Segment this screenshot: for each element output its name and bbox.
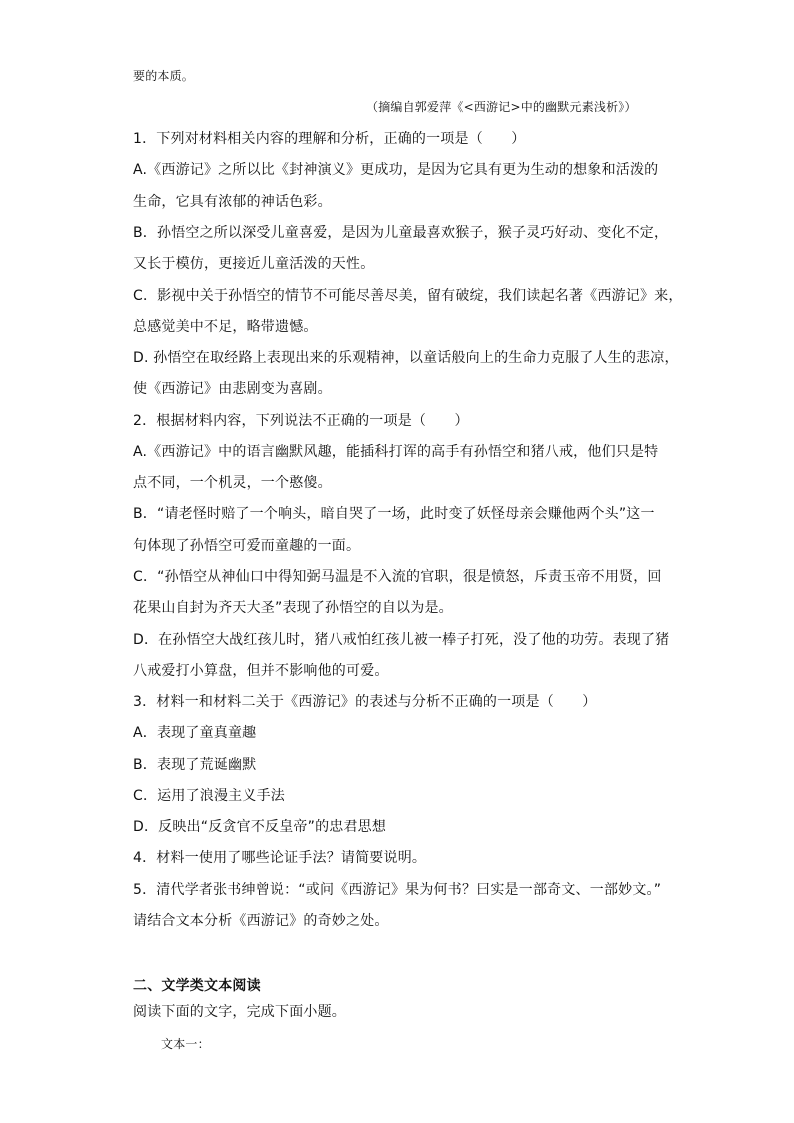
- intro-tail-line: 要的本质。: [133, 69, 195, 83]
- question-1-option-c: C．影视中关于孙悟空的情节不可能尽善尽美，留有破绽，我们读起名著《西游记》来，: [133, 288, 683, 304]
- question-2-option-b-cont: 句体现了孙悟空可爱而童趣的一面。: [133, 538, 361, 554]
- question-1-option-c-cont: 总感觉美中不足，略带遗憾。: [133, 319, 318, 335]
- question-3-stem: 3．材料一和材料二关于《西游记》的表述与分析不正确的一项是（ ）: [133, 694, 597, 710]
- question-1-option-d-cont: 使《西游记》由悲剧变为喜剧。: [133, 381, 332, 397]
- question-5: 5．清代学者张书绅曾说：“或问《西游记》果为何书？曰实是一部奇文、一部妙文。”: [133, 882, 662, 898]
- question-2-option-a-cont: 点不同，一个机灵，一个憨傻。: [133, 475, 332, 491]
- question-1-option-b: B．孙悟空之所以深受儿童喜爱，是因为儿童最喜欢猴子，猴子灵巧好动、变化不定，: [133, 225, 669, 241]
- question-1-option-d: D. 孙悟空在取经路上表现出来的乐观精神，以童话般向上的生命力克服了人生的悲凉，: [133, 350, 679, 366]
- section-2-instruction: 阅读下面的文字，完成下面小题。: [133, 1004, 346, 1020]
- section-2-heading: 二、文学类文本阅读: [133, 978, 261, 994]
- question-2-option-a: A.《西游记》中的语言幽默风趣，能插科打诨的高手有孙悟空和猪八戒，他们只是特: [133, 444, 659, 460]
- question-2-option-c-cont: 花果山自封为齐天大圣”表现了孙悟空的自以为是。: [133, 600, 453, 616]
- question-2-option-d: D．在孙悟空大战红孩儿时，猪八戒怕红孩儿被一棒子打死，没了他的功劳。表现了猪: [133, 632, 670, 648]
- question-3-option-a: A．表现了童真童趣: [133, 725, 257, 741]
- question-1-option-b-cont: 又长于模仿，更接近儿童活泼的天性。: [133, 256, 375, 272]
- question-3-option-b: B．表现了荒诞幽默: [133, 757, 257, 773]
- question-5-cont: 请结合文本分析《西游记》的奇妙之处。: [133, 913, 389, 929]
- question-1-option-a: A.《西游记》之所以比《封神演义》更成功，是因为它具有更为生动的想象和活泼的: [133, 162, 659, 178]
- question-3-option-c: C．运用了浪漫主义手法: [133, 788, 285, 804]
- question-1-stem: 1．下列对材料相关内容的理解和分析，正确的一项是（ ）: [133, 131, 526, 147]
- question-1-option-a-cont: 生命，它具有浓郁的神话色彩。: [133, 194, 332, 210]
- question-2-option-d-cont: 八戒爱打小算盘，但并不影响他的可爱。: [133, 663, 389, 679]
- source-citation: （摘编自郭爱萍《<西游记>中的幽默元素浅析》）: [366, 100, 637, 114]
- question-2-option-c: C．“孙悟空从神仙口中得知弼马温是不入流的官职，很是愤怒，斥责玉帝不用贤，回: [133, 569, 662, 585]
- text-one-label: 文本一：: [161, 1037, 210, 1051]
- question-2-option-b: B．“请老怪时赔了一个响头，暗自哭了一场，此时变了妖怪母亲会赚他两个头”这一: [133, 506, 655, 522]
- question-3-option-d: D．反映出“反贪官不反皇帝”的忠君思想: [133, 819, 387, 835]
- question-4: 4．材料一使用了哪些论证手法？请简要说明。: [133, 850, 427, 866]
- question-2-stem: 2．根据材料内容，下列说法不正确的一项是（ ）: [133, 413, 469, 429]
